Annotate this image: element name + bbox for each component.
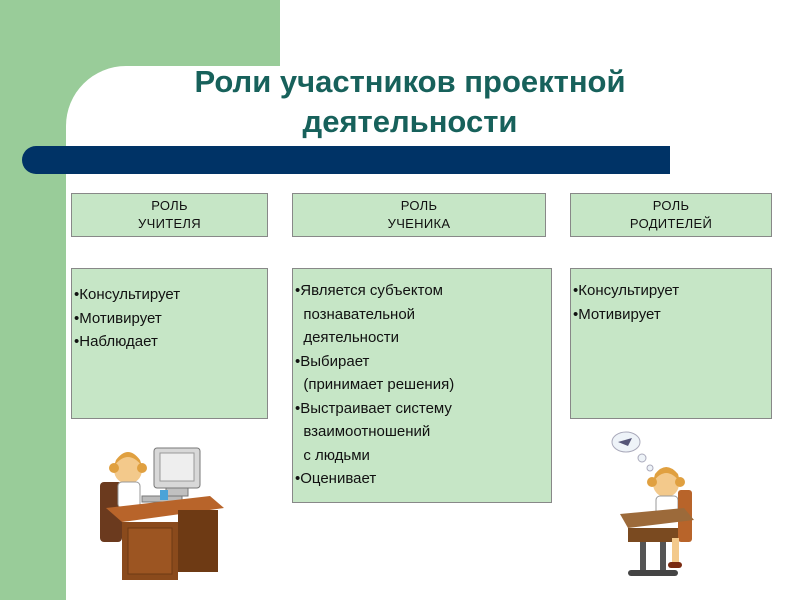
- list-item: •Консультирует: [74, 286, 181, 303]
- header-teacher-role: [71, 193, 268, 237]
- list-item: •Выбирает: [295, 352, 370, 370]
- header-teacher-line2: УЧИТЕЛЯ: [138, 216, 201, 231]
- list-item: •Мотивирует: [573, 305, 661, 323]
- list-item: •Мотивирует: [74, 309, 162, 327]
- list-item: (принимает решения): [295, 376, 455, 393]
- list-item: деятельности: [295, 329, 400, 346]
- header-student-line2: УЧЕНИКА: [387, 216, 451, 231]
- teacher-roles-box: [71, 268, 268, 419]
- list-item: •Оценивает: [295, 470, 377, 487]
- header-student-line1: РОЛЬ: [400, 198, 438, 213]
- title-line-1: Роли участников проектной: [194, 64, 626, 99]
- list-item: •Является субъектом: [295, 282, 443, 299]
- title-underline-bar: [22, 146, 670, 174]
- slide-title: [90, 62, 730, 142]
- list-item: •Наблюдает: [74, 333, 158, 350]
- parents-roles-box: [570, 268, 772, 419]
- teacher-at-computer-illustration: [92, 442, 232, 584]
- thinking-girl-illustration: [598, 428, 718, 584]
- list-item: с людьми: [295, 446, 370, 464]
- list-item: познавательной: [295, 305, 416, 323]
- header-student-role: [292, 193, 546, 237]
- header-parents-role: [570, 193, 772, 237]
- student-roles-box: [292, 268, 552, 503]
- list-item: •Выстраивает систему: [295, 399, 452, 417]
- title-line-2: деятельности: [302, 104, 518, 139]
- list-item: взаимоотношений: [295, 423, 431, 440]
- header-teacher-line1: РОЛЬ: [151, 198, 188, 213]
- header-parents-line1: РОЛЬ: [652, 198, 690, 213]
- header-parents-line2: РОДИТЕЛЕЙ: [629, 216, 713, 231]
- list-item: •Консультирует: [573, 282, 680, 299]
